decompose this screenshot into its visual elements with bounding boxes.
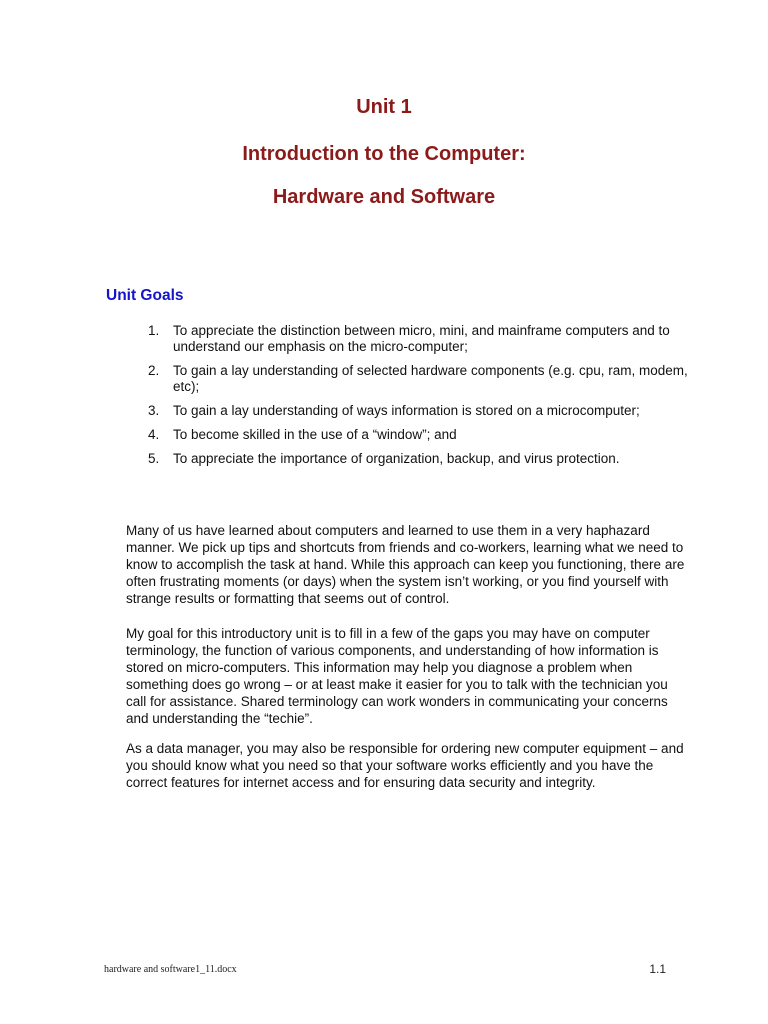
goal-text: To gain a lay understanding of ways information is stored on a microcomputer; [173,403,640,418]
goal-text: To appreciate the importance of organization, backup, and virus protection. [173,451,620,466]
goal-item [148,427,688,443]
unit-title-line-2: Hardware and Software [272,186,496,208]
goal-item [148,363,688,395]
goal-number: 1. [148,323,160,338]
unit-title-line-1: Introduction to the Computer: [242,143,526,165]
unit-goals-list [148,323,688,475]
goal-text: To become skilled in the use of a “window”; and [173,427,457,442]
goal-number: 3. [148,403,160,418]
footer-page-number: 1.1 [649,962,666,976]
goal-number: 5. [148,451,160,466]
goal-text: To gain a lay understanding of selected hardware components (e.g. cpu, ram, modem, etc); [173,363,688,394]
goal-text: To appreciate the distinction between micro, mini, and mainframe computers and to understand our emphasis on the micro-computer; [173,323,670,354]
unit-goals-heading: Unit Goals [106,287,184,304]
goal-paragraph: My goal for this introductory unit is to fill in a few of the gaps you may have on computer terminology, the function of various components, and understanding of how information is stored on micro-computers. This information may help you diagnose a problem when something does go wrong – or at least make it easier for you to talk with the technician you call for assistance. Shared terminology can work wonders in communicating your concerns and understanding the “techie”. [126,626,668,726]
data-manager-paragraph: As a data manager, you may also be responsible for ordering new computer equipment – and you should know what you need so that your software works efficiently and you have the correct features for internet access and for ensuring data security and integrity. [126,741,684,790]
goal-item [148,403,688,419]
goal-item [148,451,688,467]
footer-filename: hardware and software1_11.docx [104,964,237,975]
goal-number: 4. [148,427,160,442]
goal-item [148,323,688,355]
unit-number-title: Unit 1 [356,96,412,118]
goal-number: 2. [148,363,160,378]
intro-paragraph: Many of us have learned about computers and learned to use them in a very haphazard manner. We pick up tips and shortcuts from friends and co-workers, learning what we need to know to accomplish the task at hand. While this approach can keep you functioning, there are often frustrating moments (or days) when the system isn’t working, or you find yourself with strange results or formatting that seems out of control. [126,523,685,606]
